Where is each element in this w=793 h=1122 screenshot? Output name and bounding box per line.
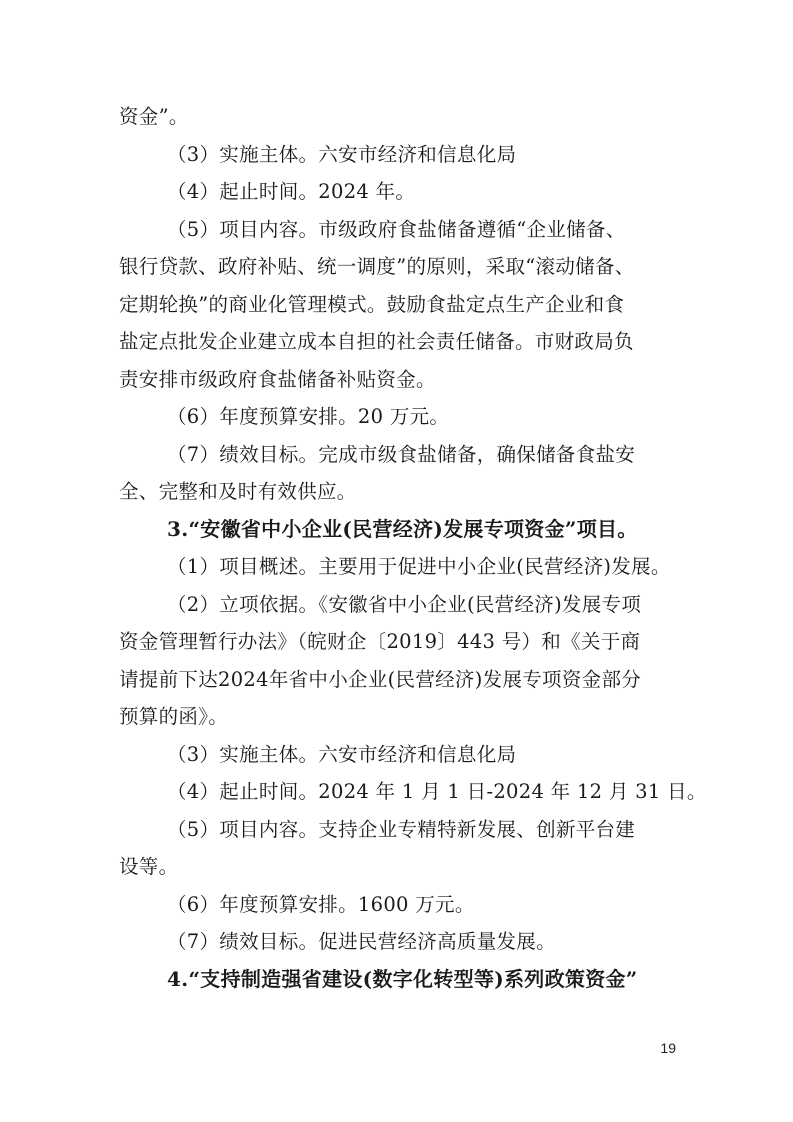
text-line: （4）起止时间。2024 年 1 月 1 日-2024 年 12 月 31 日。 [167,780,707,803]
text-line: 设等。 [119,855,179,878]
text-line: （3）实施主体。六安市经济和信息化局 [167,742,517,766]
text-line: 定期轮换”的商业化管理模式。鼓励食盐定点生产企业和食 [119,292,625,316]
text-line: （4）起止时间。2024 年。 [167,180,416,203]
text-line: 盐定点批发企业建立成本自担的社会责任储备。市财政局负 [119,330,634,353]
text-line: 全、完整和及时有效供应。 [119,480,357,503]
text-line: 银行贷款、政府补贴、统一调度”的原则，采取“滚动储备、 [119,255,635,278]
text-line: 资金管理暂行办法》（皖财企〔2019〕443 号）和《关于商 [119,630,641,653]
page-number: 19 [660,1040,676,1056]
text-line: （7）绩效目标。完成市级食盐储备，确保储备食盐安 [167,442,636,466]
text-line: （2）立项依据。《安徽省中小企业(民营经济)发展专项 [167,592,642,616]
text-line: 资金”。 [119,105,189,128]
text-line: （7）绩效目标。促进民营经济高质量发展。 [167,930,556,953]
text-line: （3）实施主体。六安市经济和信息化局 [167,142,517,166]
section-heading: 3.“安徽省中小企业(民营经济)发展专项资金”项目。 [167,516,638,541]
text-line: （1）项目概述。主要用于促进中小企业(民营经济)发展。 [167,555,671,578]
text-line: 责安排市级政府食盐储备补贴资金。 [119,367,436,391]
text-line: 请提前下达2024年省中小企业(民营经济)发展专项资金部分 [119,667,642,691]
text-line: 预算的函》。 [119,705,229,728]
text-line: （5）项目内容。支持企业专精特新发展、创新平台建 [167,817,636,841]
document-body [119,98,707,998]
text-line: （6）年度预算安排。20 万元。 [167,405,450,428]
text-line: （5）项目内容。市级政府食盐储备遵循“企业储备、 [167,217,626,241]
section-heading: 4.“支持制造强省建设(数字化转型等)系列政策资金” [167,966,638,991]
text-line: （6）年度预算安排。1600 万元。 [167,892,475,916]
